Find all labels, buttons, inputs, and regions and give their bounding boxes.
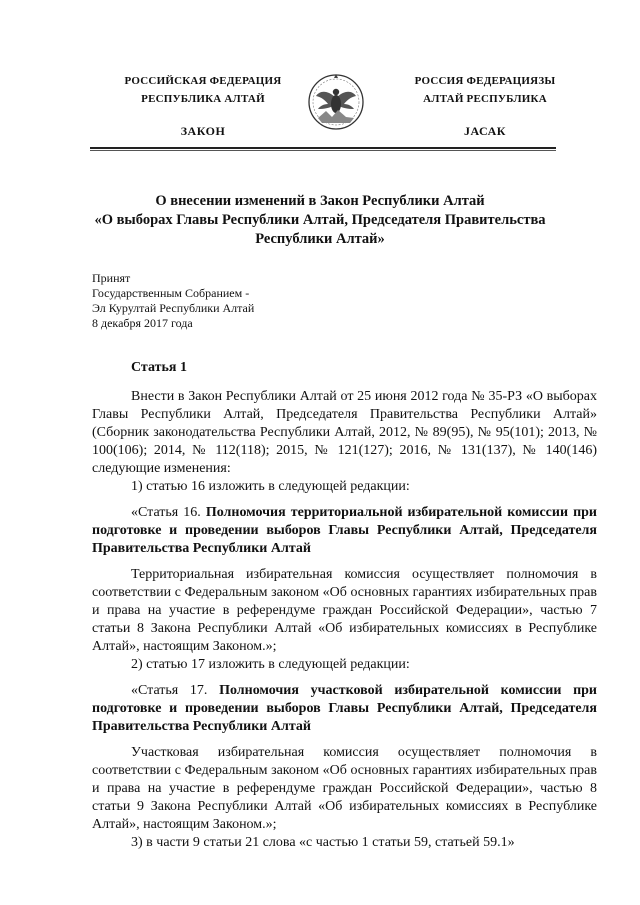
paragraph-article-16-text: Территориальная избирательная комиссия осуществляет полномочия в соответствии с Федеральным законом «Об основных гарантиях избирательных прав и права на участие в референдуме граждан Российской Федерации», частью 7 статьи 8 Закона Республики Алтай «Об избирательных комиссиях в Республике Алтай», настоящим Законом.»;: [92, 567, 597, 654]
header-country-altai: РОССИЯ ФЕДЕРАЦИЯЗЫ: [414, 75, 556, 87]
adoption-line-2: Государственным Собранием -: [92, 286, 250, 300]
article-17-prefix: «Статья 17.: [131, 683, 220, 698]
header-republic-altai: АЛТАЙ РЕСПУБЛИКА: [423, 93, 547, 105]
paragraph-article-17-text: Участковая избирательная комиссия осуществляет полномочия в соответствии с Федеральным законом «Об основных гарантиях избирательных прав и права на участие в референдуме граждан Российской Федерации», частью 8 статьи 9 Закона Республики Алтай «Об избирательных комиссиях в Республике Алтай», настоящим Законом.»;: [92, 745, 597, 832]
header-altai: [370, 72, 600, 140]
article-17-title: Полномочия участковой избирательной комиссии при подготовке и проведении выборов Главы Республики Алтай, Председателя Правительства Республики Алтай: [92, 683, 597, 734]
title-line-2: «О выборах Главы Республики Алтай, Председателя Правительства: [94, 212, 546, 228]
paragraph-item-1: 1) статью 16 изложить в следующей редакции:: [131, 479, 410, 494]
paragraph-amendments-intro: Внести в Закон Республики Алтай от 25 июня 2012 года № 35-РЗ «О выборах Главы Республики Алтай, Председателя Правительства Республики Алтай» (Сборник законодательства Республики Алтай, 2012, № 89(95), № 95(101); 2013, № 100(106); 2014, № 112(118); 2015, № 121(127); 2016, № 131(137), № 140(146) следующие изменения:: [92, 389, 597, 476]
header-doc-type: ЗАКОН: [180, 124, 226, 138]
adoption-date: 8 декабря 2017 года: [92, 316, 193, 330]
adoption-note: [92, 271, 254, 331]
adoption-line-3: Эл Курултай Республики Алтай: [92, 301, 255, 315]
header-country: РОССИЙСКАЯ ФЕДЕРАЦИЯ: [124, 75, 282, 87]
header-russian: [88, 72, 318, 140]
adoption-line-1: Принят: [92, 271, 131, 285]
paragraph-article-17-heading: [92, 682, 597, 736]
article-16-title: Полномочия территориальной избирательной комиссии при подготовке и проведении выборов Главы Республики Алтай, Председателя Правительства Республики Алтай: [92, 505, 597, 556]
paragraph-article-16-heading: [92, 504, 597, 558]
header-doc-type-altai: JАСАК: [463, 124, 506, 138]
article-heading: Статья 1: [131, 360, 187, 375]
paragraph-item-3: 3) в части 9 статьи 21 слова «с частью 1 статьи 59, статьей 59.1»: [131, 835, 515, 850]
article-16-prefix: «Статья 16.: [131, 505, 206, 520]
article-body: [92, 388, 597, 852]
header-republic: РЕСПУБЛИКА АЛТАЙ: [141, 93, 265, 105]
header-divider: [90, 147, 556, 151]
coat-of-arms-icon: [306, 68, 366, 138]
paragraph-item-2: 2) статью 17 изложить в следующей редакции:: [131, 657, 410, 672]
document-title: [70, 192, 570, 249]
title-line-1: О внесении изменений в Закон Республики Алтай: [155, 193, 485, 209]
title-line-3: Республики Алтай»: [255, 231, 385, 247]
